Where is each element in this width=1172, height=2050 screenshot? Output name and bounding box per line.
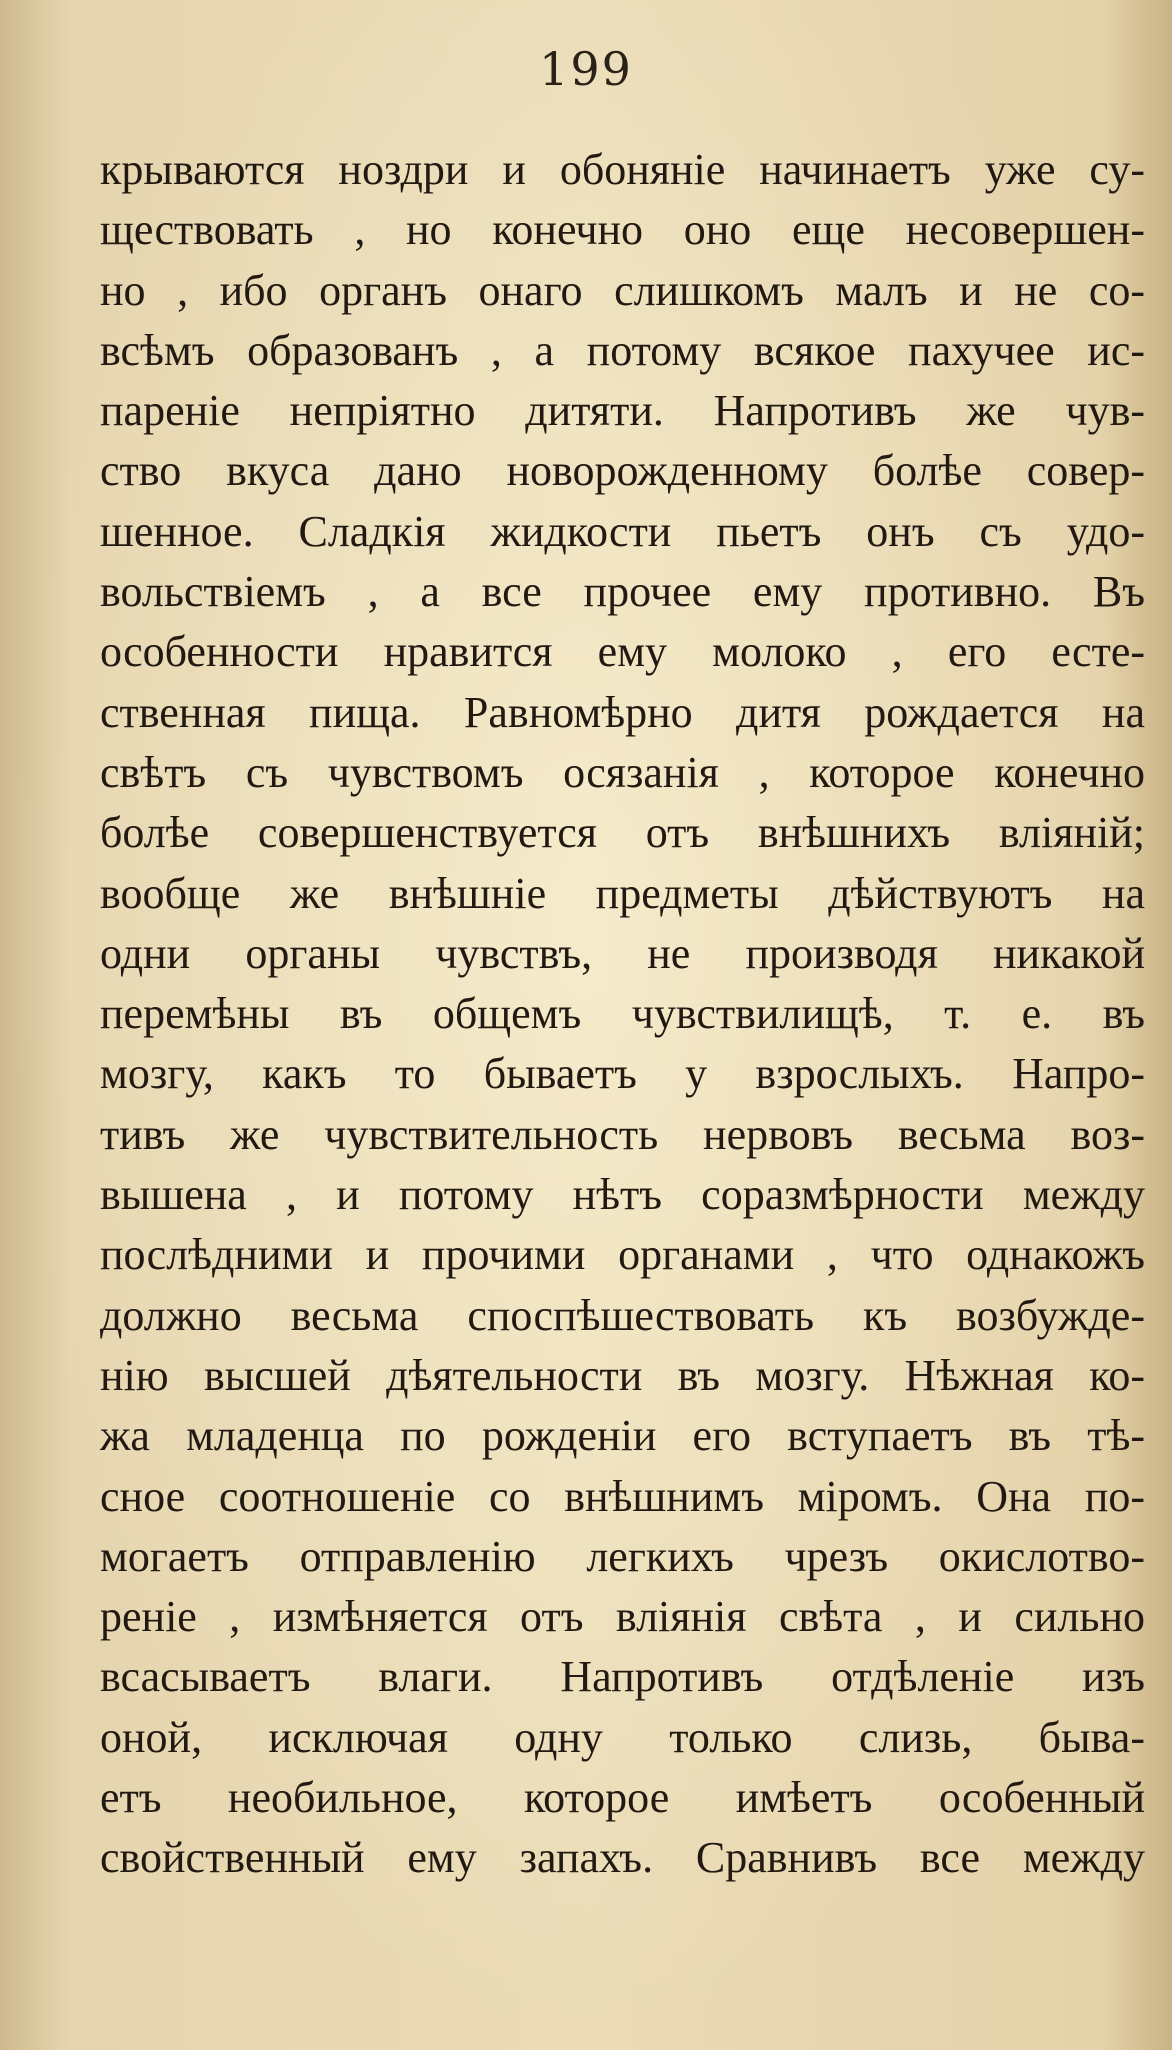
text-line: вышена , и потому нѣтъ соразмѣрности между <box>100 1170 1145 1220</box>
text-line: всасываетъ влаги. Напротивъ отдѣленіе изъ <box>100 1652 1145 1702</box>
text-line: тивъ же чувствительность нервовъ весьма воз- <box>100 1109 1145 1159</box>
text-line: вообще же внѣшніе предметы дѣйствуютъ на <box>100 868 1145 918</box>
text-line: свойственный ему запахъ. Сравнивъ все между <box>100 1833 1145 1883</box>
text-line: могаетъ отправленію легкихъ чрезъ окислотво- <box>100 1531 1145 1581</box>
text-line: пареніе непріятно дитяти. Напротивъ же чув- <box>100 386 1145 436</box>
text-line: оной, исключая одну только слизь, быва- <box>100 1712 1145 1762</box>
text-line: всѣмъ образованъ , а потому всякое пахучее ис- <box>100 325 1145 375</box>
text-line: послѣдними и прочими органами , что однакожъ <box>100 1230 1145 1280</box>
page-number: 199 <box>539 42 633 96</box>
text-line: особенности нравится ему молоко , его есте- <box>100 627 1145 677</box>
body-text <box>100 140 1145 1889</box>
text-line: крываются ноздри и обоняніе начинаетъ уже су- <box>100 145 1145 194</box>
text-line: должно весьма споспѣшествовать къ возбужде- <box>100 1290 1145 1340</box>
text-line: жа младенца по рожденіи его вступаетъ въ тѣ- <box>100 1411 1145 1461</box>
text-line: одни органы чувствъ, не производя никакой <box>100 928 1145 978</box>
text-line: болѣе совершенствуется отъ внѣшнихъ вліяній; <box>100 808 1145 858</box>
text-line: свѣтъ съ чувствомъ осязанія , которое конечно <box>100 747 1145 797</box>
text-line: перемѣны въ общемъ чувствилищѣ, т. е. въ <box>100 989 1145 1039</box>
text-line: етъ необильное, которое имѣетъ особенный <box>100 1773 1145 1823</box>
text-line: сное соотношеніе со внѣшнимъ міромъ. Она по- <box>100 1471 1145 1521</box>
text-line: ство вкуса дано новорожденному болѣе совер- <box>100 446 1145 496</box>
text-line: ществовать , но конечно оно еще несовершен- <box>100 205 1145 255</box>
text-line: мозгу, какъ то бываетъ у взрослыхъ. Напро- <box>100 1049 1145 1099</box>
text-line: но , ибо органъ онаго слишкомъ малъ и не со- <box>100 265 1145 315</box>
text-line: нію высшей дѣятельности въ мозгу. Нѣжная ко- <box>100 1350 1145 1400</box>
text-line: ственная пища. Равномѣрно дитя рождается на <box>100 687 1145 737</box>
text-line: вольствіемъ , а все прочее ему противно. Въ <box>100 567 1145 617</box>
text-line: реніе , измѣняется отъ вліянія свѣта , и сильно <box>100 1592 1145 1642</box>
text-line: шенное. Сладкія жидкости пьетъ онъ съ удо- <box>100 506 1145 556</box>
